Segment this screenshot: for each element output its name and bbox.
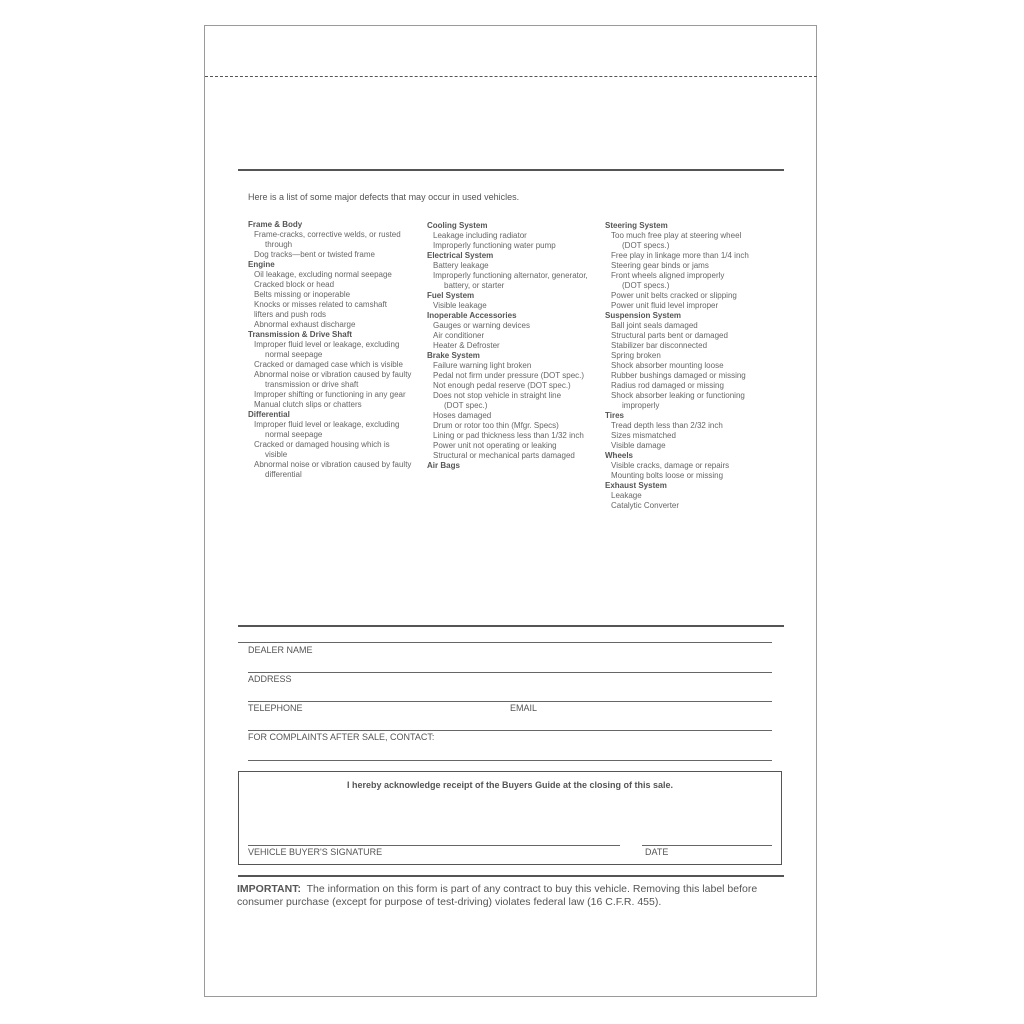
complaints-label: FOR COMPLAINTS AFTER SALE, CONTACT:: [248, 732, 435, 742]
defect-item: lifters and push rods: [254, 310, 327, 319]
defect-item: Power unit not operating or leaking: [433, 441, 557, 450]
defect-item: Leakage: [611, 491, 642, 500]
important-text: The information on this form is part of any contract to buy this vehicle. Removing this label before consumer purchase (except for purpose of test-driving) violates federal law (16 C.F.R. 455).: [237, 883, 758, 908]
defect-item: Oil leakage, excluding normal seepage: [254, 270, 392, 279]
perforation-line: [205, 76, 817, 77]
defect-item: Improper fluid level or leakage, excluding: [254, 340, 400, 349]
defects-intro: Here is a list of some major defects that may occur in used vehicles.: [248, 192, 520, 202]
defect-category: Inoperable Accessories: [427, 311, 517, 320]
defect-item: Radius rod damaged or missing: [611, 381, 724, 390]
defect-item: Too much free play at steering wheel: [611, 231, 742, 240]
defect-item: Shock absorber mounting loose: [611, 361, 724, 370]
defect-item: Frame-cracks, corrective welds, or rusted: [254, 230, 401, 239]
defect-item: Catalytic Converter: [611, 501, 680, 510]
defect-category: Steering System: [605, 221, 668, 230]
defect-item: Gauges or warning devices: [433, 321, 530, 330]
complaints-line-2[interactable]: [248, 760, 772, 761]
defects-column-3: [605, 221, 749, 511]
defect-item: Dog tracks—bent or twisted frame: [254, 250, 375, 259]
address-label: ADDRESS: [248, 674, 292, 684]
defect-item: Front wheels aligned improperly: [611, 271, 725, 280]
defect-item-continued: (DOT specs.): [622, 281, 670, 290]
defects-column-1: [248, 220, 411, 480]
defect-item: Drum or rotor too thin (Mfgr. Specs): [433, 421, 559, 430]
defect-item: Rubber bushings damaged or missing: [611, 371, 746, 380]
defect-item: Visible damage: [611, 441, 666, 450]
defect-item-continued: transmission or drive shaft: [265, 380, 359, 389]
email-label: EMAIL: [510, 703, 538, 713]
signature-label: VEHICLE BUYER'S SIGNATURE: [248, 847, 383, 857]
defect-item: Improperly functioning alternator, generator,: [433, 271, 588, 280]
defect-category: Differential: [248, 410, 290, 419]
defect-item: Abnormal noise or vibration caused by faulty: [254, 370, 412, 379]
important-label: IMPORTANT:: [237, 883, 301, 895]
defect-item: Lining or pad thickness less than 1/32 inch: [433, 431, 584, 440]
defect-item: Sizes mismatched: [611, 431, 676, 440]
defect-item: Cracked block or head: [254, 280, 335, 289]
defect-item-continued: through: [265, 240, 293, 249]
defect-category: Fuel System: [427, 291, 475, 300]
defect-item: Belts missing or inoperable: [254, 290, 351, 299]
telephone-label: TELEPHONE: [248, 703, 303, 713]
defect-category: Exhaust System: [605, 481, 667, 490]
defect-item: Does not stop vehicle in straight line: [433, 391, 562, 400]
dealer-name-line[interactable]: [238, 642, 772, 643]
defect-item: Abnormal noise or vibration caused by faulty: [254, 460, 412, 469]
top-rule: [238, 169, 784, 171]
defect-item: Visible cracks, damage or repairs: [611, 461, 730, 470]
defect-item: Not enough pedal reserve (DOT spec.): [433, 381, 571, 390]
defect-item: Tread depth less than 2/32 inch: [611, 421, 723, 430]
defect-item: Improper shifting or functioning in any gear: [254, 390, 406, 399]
defect-item: Power unit belts cracked or slipping: [611, 291, 737, 300]
defect-category: Frame & Body: [248, 220, 303, 229]
defect-category: Engine: [248, 260, 275, 269]
defect-item: Steering gear binds or jams: [611, 261, 709, 270]
complaints-line[interactable]: [248, 730, 772, 731]
defect-item: Manual clutch slips or chatters: [254, 400, 362, 409]
dealer-name-label: DEALER NAME: [248, 645, 313, 655]
date-line[interactable]: [642, 845, 772, 846]
defect-item: Battery leakage: [433, 261, 489, 270]
defect-category: Tires: [605, 411, 624, 420]
defect-item-continued: (DOT specs.): [622, 241, 670, 250]
defect-item: Visible leakage: [433, 301, 487, 310]
defect-item: Improperly functioning water pump: [433, 241, 556, 250]
defect-item: Heater & Defroster: [433, 341, 500, 350]
defect-item-continued: (DOT spec.): [444, 401, 488, 410]
defect-item: Power unit fluid level improper: [611, 301, 719, 310]
defect-item: Knocks or misses related to camshaft: [254, 300, 387, 309]
defect-item-continued: visible: [265, 450, 288, 459]
important-notice: [237, 883, 797, 909]
defect-item: Cracked or damaged housing which is: [254, 440, 390, 449]
defect-item: Structural or mechanical parts damaged: [433, 451, 575, 460]
defect-item: Ball joint seals damaged: [611, 321, 698, 330]
defect-item: Pedal not firm under pressure (DOT spec.): [433, 371, 585, 380]
acknowledgment-text: I hereby acknowledge receipt of the Buyers Guide at the closing of this sale.: [346, 780, 674, 790]
defect-item: Leakage including radiator: [433, 231, 527, 240]
address-line[interactable]: [248, 672, 772, 673]
defect-item: Spring broken: [611, 351, 661, 360]
dealer-section-rule: [238, 625, 784, 627]
defect-category: Cooling System: [427, 221, 488, 230]
important-rule: [238, 875, 784, 877]
defect-item-continued: differential: [265, 470, 302, 479]
defect-category: Brake System: [427, 351, 480, 360]
defect-item: Mounting bolts loose or missing: [611, 471, 724, 480]
defect-category: Wheels: [605, 451, 634, 460]
defect-item-continued: normal seepage: [265, 430, 323, 439]
date-label: DATE: [645, 847, 669, 857]
defect-category: Suspension System: [605, 311, 682, 320]
defect-item: Free play in linkage more than 1/4 inch: [611, 251, 749, 260]
defect-category: Electrical System: [427, 251, 494, 260]
defect-item: Air conditioner: [433, 331, 485, 340]
telephone-line[interactable]: [248, 701, 772, 702]
defect-item: Stabilizer bar disconnected: [611, 341, 708, 350]
defect-item-continued: improperly: [622, 401, 660, 410]
defect-item: Shock absorber leaking or functioning: [611, 391, 745, 400]
defect-item: Cracked or damaged case which is visible: [254, 360, 403, 369]
defect-category: Air Bags: [427, 461, 460, 470]
defect-item-continued: normal seepage: [265, 350, 323, 359]
defect-category: Transmission & Drive Shaft: [248, 330, 353, 339]
defect-item: Structural parts bent or damaged: [611, 331, 728, 340]
defect-item: Failure warning light broken: [433, 361, 532, 370]
signature-line[interactable]: [248, 845, 620, 846]
defect-item: Hoses damaged: [433, 411, 492, 420]
defects-column-2: [427, 221, 588, 471]
defect-item-continued: battery, or starter: [444, 281, 505, 290]
defect-item: Improper fluid level or leakage, excluding: [254, 420, 400, 429]
defect-item: Abnormal exhaust discharge: [254, 320, 356, 329]
